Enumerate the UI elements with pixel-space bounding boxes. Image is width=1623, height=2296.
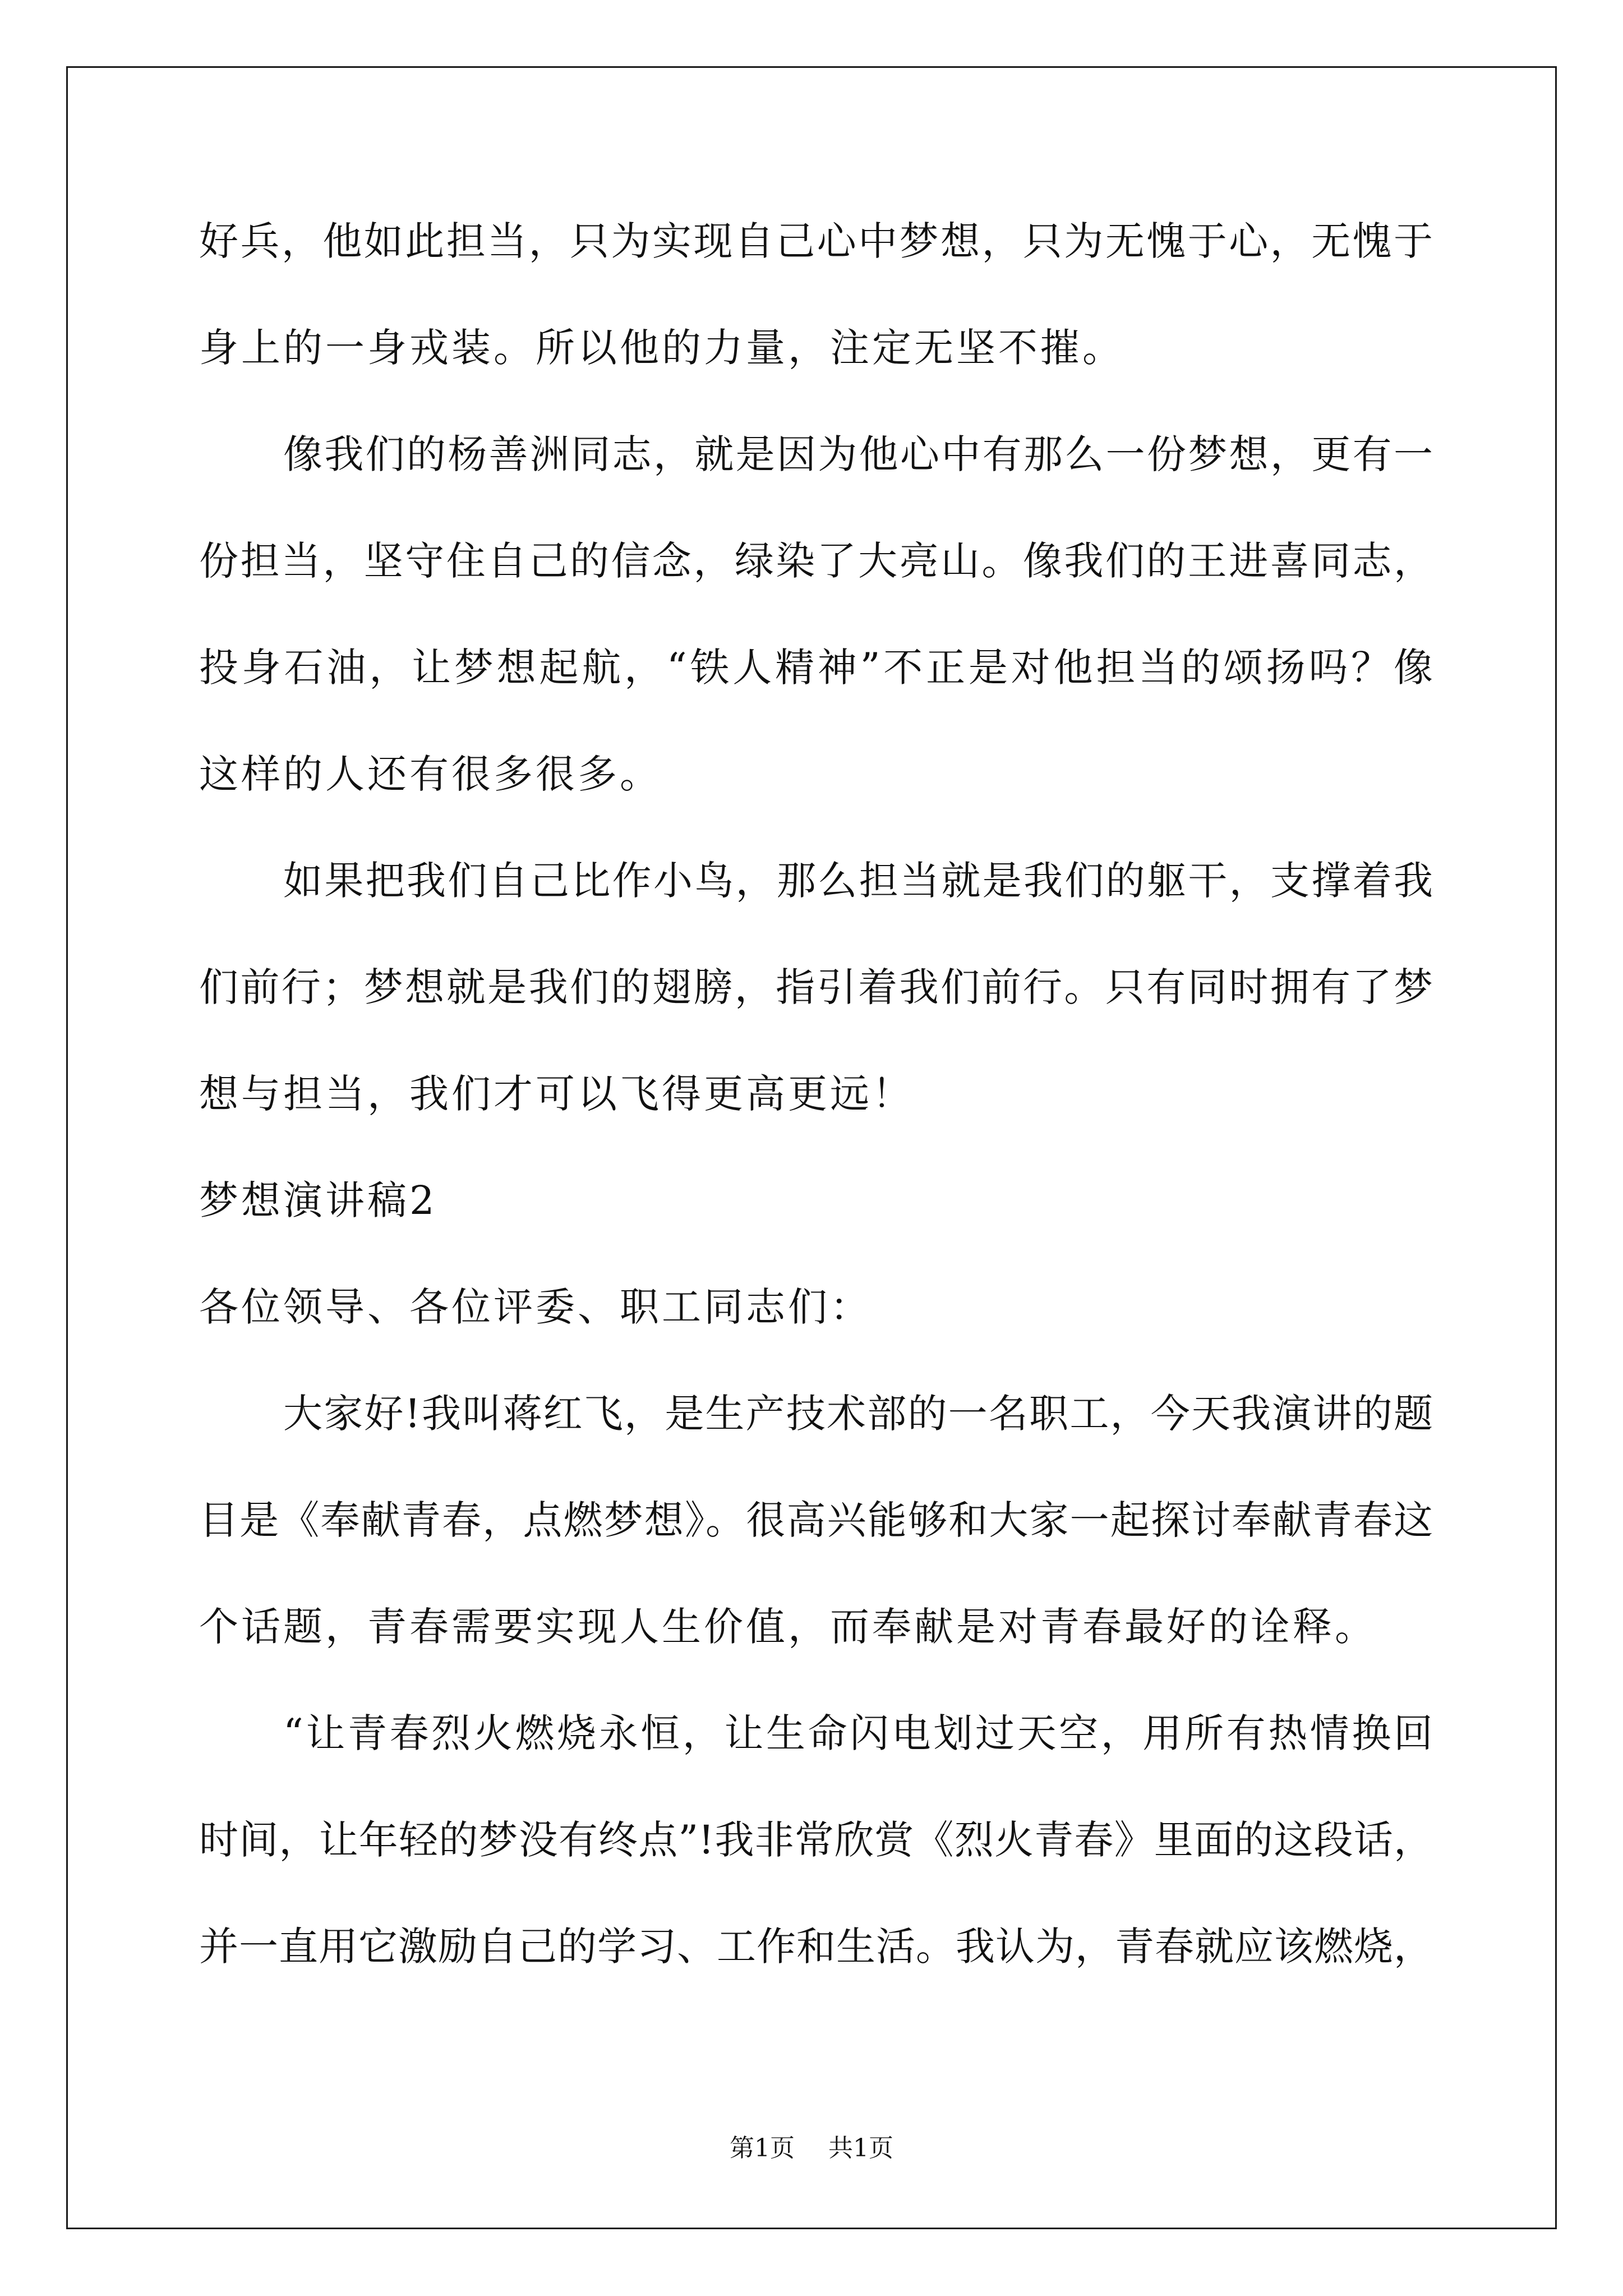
salutation: 各位领导、各位评委、职工同志们：: [199, 1284, 872, 1330]
section-heading: 梦想演讲稿2: [199, 1177, 437, 1223]
text-line: 目是《奉献青春，点燃梦想》。很高兴能够和大家一起探讨奉献青春这: [199, 1497, 1433, 1543]
document-body: [199, 208, 1433, 2019]
page-total: 共1页: [828, 2134, 893, 2162]
text-line: 想与担当，我们才可以飞得更高更远！: [199, 1071, 914, 1117]
text-line: 大家好!我叫蒋红飞，是生产技术部的一名职工，今天我演讲的题: [283, 1391, 1433, 1437]
text-line: 时间，让年轻的梦没有终点”!我非常欣赏《烈火青春》里面的这段话，: [199, 1817, 1433, 1863]
page-number: 第1页: [730, 2134, 795, 2162]
text-line: 像我们的杨善洲同志，就是因为他心中有那么一份梦想，更有一: [283, 431, 1433, 477]
text-line: 这样的人还有很多很多。: [199, 751, 662, 797]
text-line: 份担当，坚守住自己的信念，绿染了大亮山。像我们的王进喜同志，: [199, 538, 1433, 584]
text-line: 投身石油，让梦想起航，“铁人精神”不正是对他担当的颂扬吗？像: [199, 645, 1433, 691]
text-line: 好兵，他如此担当，只为实现自己心中梦想，只为无愧于心，无愧于: [199, 218, 1433, 264]
text-line: 并一直用它激励自己的学习、工作和生活。我认为，青春就应该燃烧，: [199, 1924, 1433, 1970]
page-footer: [0, 2132, 1623, 2165]
text-line: “让青春烈火燃烧永恒，让生命闪电划过天空，用所有热情换回: [283, 1710, 1433, 1756]
text-line: 如果把我们自己比作小鸟，那么担当就是我们的躯干，支撑着我: [283, 858, 1433, 904]
text-line: 们前行；梦想就是我们的翅膀，指引着我们前行。只有同时拥有了梦: [199, 964, 1433, 1010]
text-line: 个话题，青春需要实现人生价值，而奉献是对青春最好的诠释。: [199, 1604, 1377, 1650]
text-line: 身上的一身戎装。所以他的力量，注定无坚不摧。: [199, 325, 1124, 371]
